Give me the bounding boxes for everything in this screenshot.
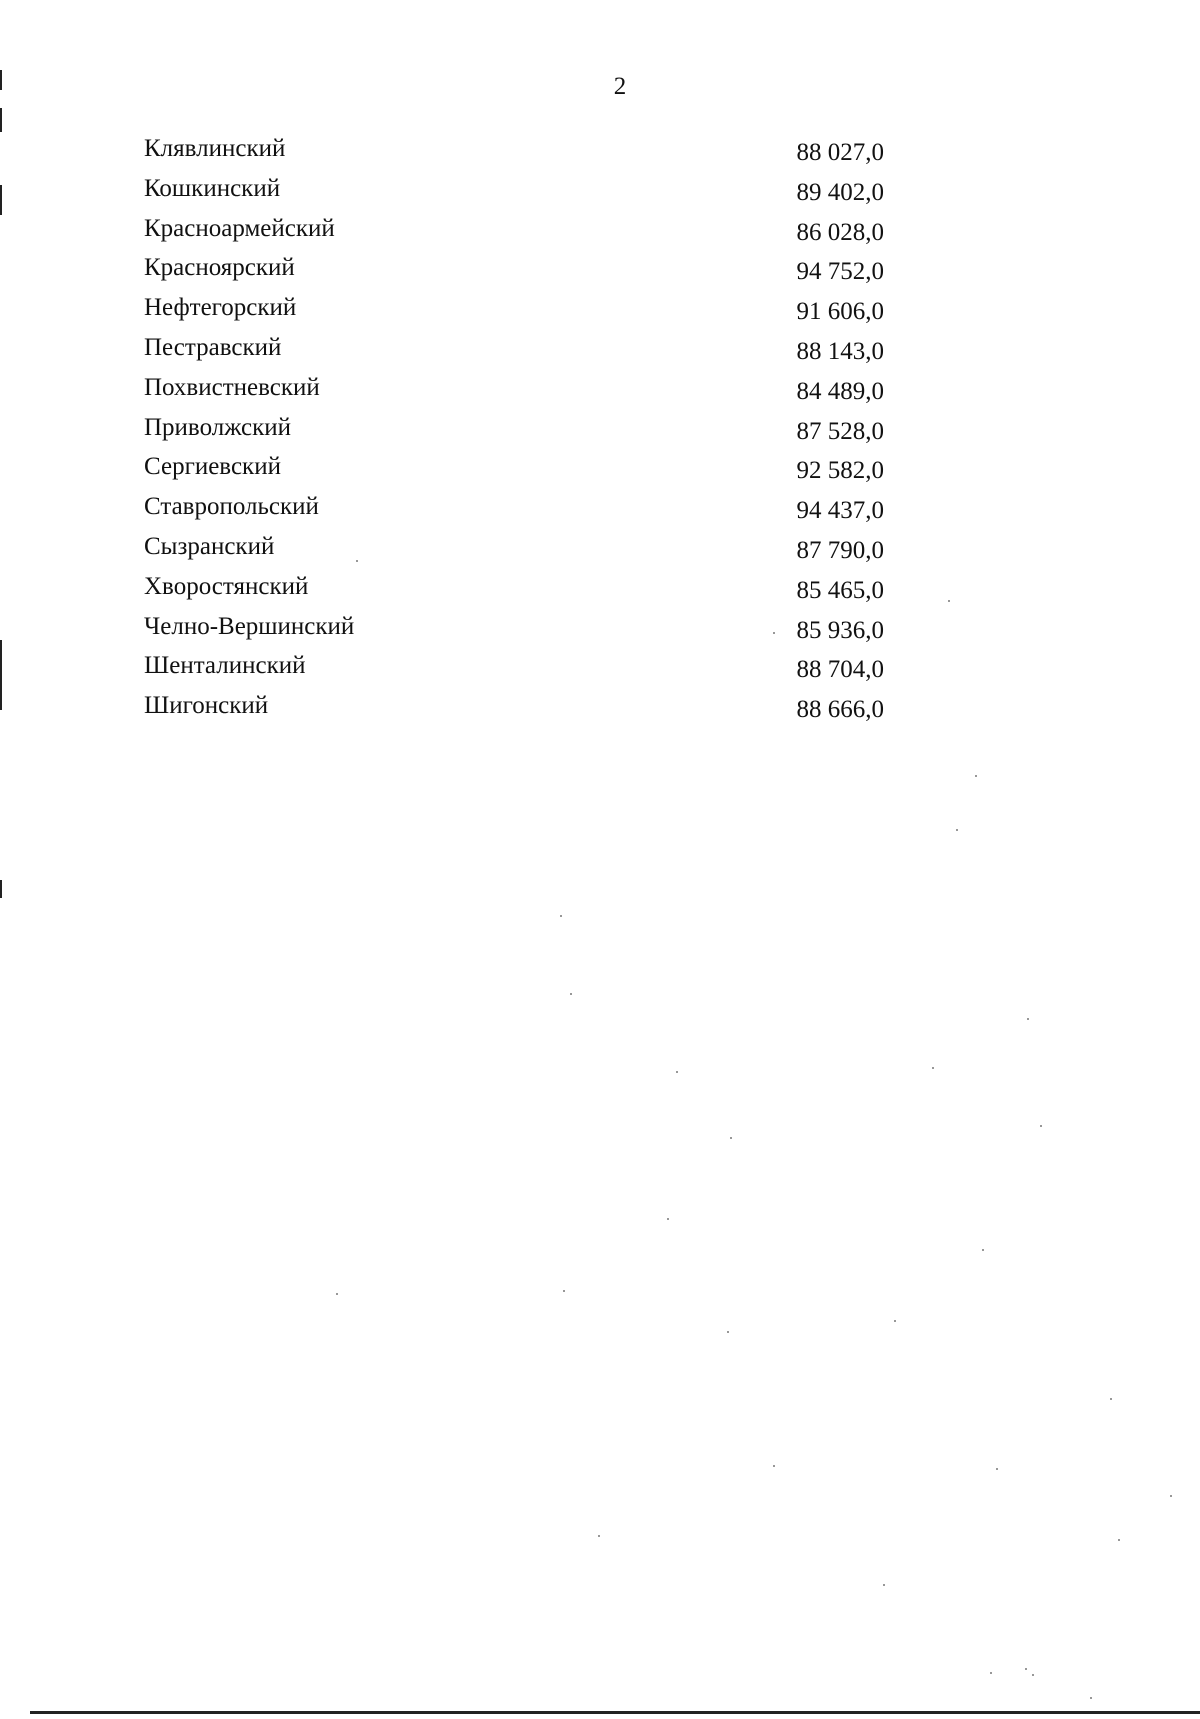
- list-item: [144, 532, 884, 572]
- scan-speck: [975, 775, 977, 777]
- scan-edge-mark: [0, 108, 2, 132]
- scan-speck: [883, 1584, 885, 1586]
- district-value: 87 528,0: [796, 417, 884, 445]
- list-item: [144, 134, 884, 174]
- scan-edge-mark: [0, 880, 2, 898]
- scan-speck: [948, 600, 950, 602]
- list-item: [144, 333, 884, 373]
- district-value: 87 790,0: [796, 536, 884, 564]
- district-value: 89 402,0: [796, 178, 884, 206]
- district-name: Приволжский: [144, 413, 292, 441]
- scan-speck: [563, 1290, 565, 1292]
- district-name: Хворостянский: [144, 572, 309, 600]
- scan-speck: [676, 1071, 678, 1073]
- district-value: 94 752,0: [796, 258, 884, 286]
- scan-edge-mark: [0, 70, 2, 90]
- district-name: Похвистневский: [144, 373, 320, 401]
- district-value: 88 027,0: [796, 139, 884, 166]
- scan-speck: [773, 1465, 775, 1467]
- scan-speck: [1027, 1018, 1029, 1020]
- district-value: 85 936,0: [796, 616, 884, 644]
- district-value: 91 606,0: [796, 298, 884, 326]
- scan-speck: [1032, 1674, 1034, 1676]
- list-item: [144, 572, 884, 612]
- district-list: [144, 134, 884, 731]
- district-name: Кошкинский: [144, 174, 281, 202]
- scan-speck: [1118, 1539, 1120, 1541]
- scan-edge-mark: [0, 185, 2, 215]
- scan-speck: [956, 829, 958, 831]
- district-name: Шигонский: [144, 692, 269, 720]
- list-item: [144, 691, 884, 731]
- district-name: Шенталинский: [144, 652, 306, 680]
- scan-speck: [932, 1067, 934, 1069]
- scan-speck: [356, 560, 358, 562]
- scan-speck: [773, 632, 775, 634]
- list-item: [144, 253, 884, 293]
- list-item: [144, 293, 884, 333]
- list-item: [144, 492, 884, 532]
- scan-edge-mark: [0, 640, 2, 710]
- list-item: [144, 452, 884, 492]
- district-name: Нефтегорский: [144, 294, 297, 322]
- district-value: 94 437,0: [796, 497, 884, 525]
- scan-speck: [1170, 1495, 1172, 1497]
- list-item: [144, 413, 884, 453]
- scan-speck: [1025, 1668, 1027, 1670]
- scan-speck: [1040, 1125, 1042, 1127]
- district-value: 84 489,0: [796, 377, 884, 405]
- district-value: 86 028,0: [796, 218, 884, 246]
- scan-speck: [598, 1535, 600, 1537]
- scan-speck: [336, 1293, 338, 1295]
- district-name: Ставропольский: [144, 493, 319, 521]
- list-item: [144, 214, 884, 254]
- list-item: [144, 174, 884, 214]
- scan-bottom-edge: [30, 1711, 1200, 1714]
- district-value: 88 143,0: [796, 337, 884, 365]
- scan-speck: [1110, 1398, 1112, 1400]
- district-name: Красноярский: [144, 254, 295, 282]
- scan-speck: [667, 1218, 669, 1220]
- district-name: Красноармейский: [144, 214, 335, 242]
- district-name: Сергиевский: [144, 453, 281, 481]
- scan-speck: [996, 1468, 998, 1470]
- district-value: 85 465,0: [796, 576, 884, 604]
- page-number: 2: [613, 73, 627, 100]
- scan-speck: [570, 993, 572, 995]
- scan-speck: [727, 1331, 729, 1333]
- scan-speck: [1090, 1697, 1092, 1699]
- list-item: [144, 373, 884, 413]
- scan-speck: [730, 1137, 732, 1139]
- district-value: 88 666,0: [796, 696, 884, 724]
- scan-speck: [982, 1249, 984, 1251]
- district-name: Клявлинский: [144, 135, 286, 162]
- district-name: Сызранский: [144, 532, 275, 560]
- scan-speck: [894, 1320, 896, 1322]
- district-name: Пестравский: [144, 333, 282, 361]
- scan-speck: [560, 915, 562, 917]
- district-name: Челно-Вершинский: [144, 612, 355, 640]
- district-value: 88 704,0: [796, 656, 884, 684]
- scan-speck: [990, 1672, 992, 1674]
- district-value: 92 582,0: [796, 457, 884, 485]
- list-item: [144, 651, 884, 691]
